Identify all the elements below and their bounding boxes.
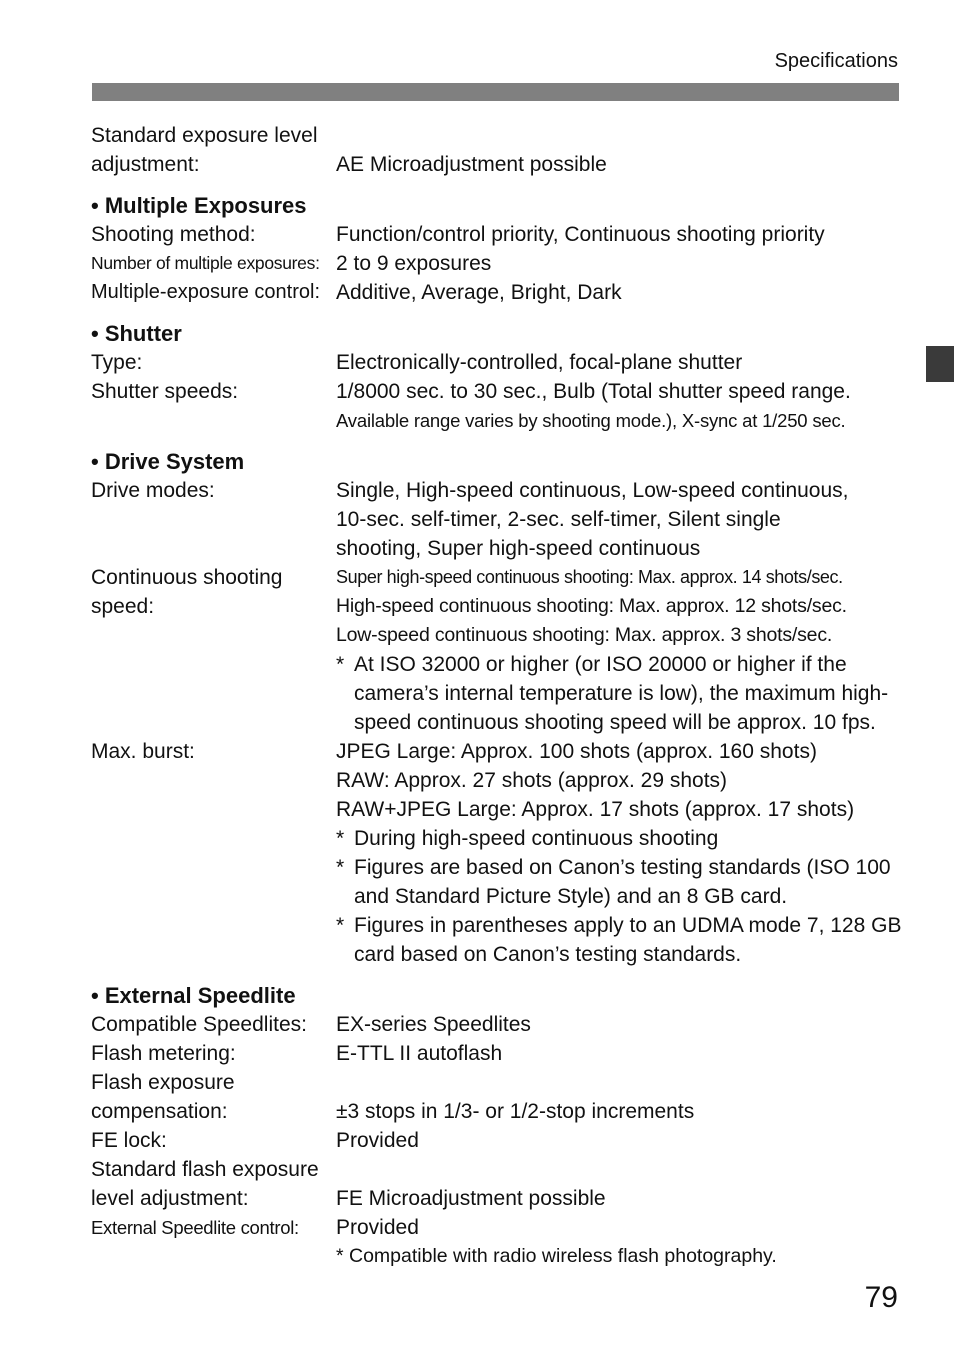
page-number: 79 (864, 1281, 898, 1314)
spec-content (91, 121, 906, 1283)
spec-label: Type: (91, 351, 143, 374)
spec-value-line: RAW+JPEG Large: Approx. 17 shots (approx. 17 shots) (336, 798, 855, 821)
spec-label: Compatible Speedlites: (91, 1013, 307, 1036)
section-title: • Shutter (91, 321, 182, 346)
spec-value-line: Single, High-speed continuous, Low-speed continuous, (336, 479, 849, 502)
header-bar (92, 83, 899, 101)
spec-row (91, 737, 906, 969)
spec-value (336, 377, 906, 435)
spec-value-line: Provided (336, 1216, 419, 1239)
spec-label: Number of multiple exposures: (91, 253, 320, 273)
section-shutter (91, 319, 906, 435)
spec-row (91, 1213, 906, 1271)
spec-label: Multiple-exposure control: (91, 281, 320, 303)
spec-row (91, 563, 906, 737)
spec-value: Function/control priority, Continuous shooting priority (336, 223, 825, 246)
spec-value-line: RAW: Approx. 27 shots (approx. 29 shots) (336, 769, 728, 792)
asterisk: * (336, 827, 345, 850)
footnote (336, 853, 906, 911)
spec-value-line: Low-speed continuous shooting: Max. approx. 3 shots/sec. (336, 624, 833, 646)
spec-label: Flash metering: (91, 1042, 236, 1065)
spec-row (91, 377, 906, 435)
spec-value-line: 10-sec. self-timer, 2-sec. self-timer, Silent single (336, 508, 781, 531)
spec-label: Drive modes: (91, 479, 215, 502)
spec-value (336, 737, 906, 969)
spec-value (336, 476, 906, 563)
section-drive-system (91, 447, 906, 969)
section-external-speedlite (91, 981, 906, 1271)
spec-row (91, 1039, 906, 1068)
spec-value: EX-series Speedlites (336, 1013, 531, 1036)
spec-label: External Speedlite control: (91, 1217, 299, 1238)
spec-value-line: JPEG Large: Approx. 100 shots (approx. 160 shots) (336, 740, 817, 763)
spec-value: Electronically-controlled, focal-plane shutter (336, 351, 743, 374)
spec-row (91, 348, 906, 377)
footnote-text: At ISO 32000 or higher (or ISO 20000 or higher if the camera’s internal temperature is low), the maximum high-speed continuous shooting speed will be approx. 10 fps. (354, 653, 889, 734)
footnote-text: Figures in parentheses apply to an UDMA mode 7, 128 GB card based on Canon’s testing standards. (354, 914, 902, 966)
section-title: • Drive System (91, 449, 245, 474)
footnote (336, 650, 906, 737)
spec-value: E-TTL II autoflash (336, 1042, 503, 1065)
chapter-tab (926, 346, 954, 382)
spec-label: Shooting method: (91, 223, 256, 246)
spec-row (91, 1068, 906, 1126)
spec-value: AE Microadjustment possible (336, 153, 607, 176)
spec-value-line: Super high-speed continuous shooting: Max. approx. 14 shots/sec. (336, 567, 843, 587)
spec-value: ±3 stops in 1/3- or 1/2-stop increments (336, 1100, 695, 1123)
section-title: • Multiple Exposures (91, 193, 307, 218)
spec-row (91, 1010, 906, 1039)
spec-row (91, 249, 906, 278)
footnote (336, 911, 906, 969)
spec-row (91, 476, 906, 563)
spec-value: 2 to 9 exposures (336, 252, 492, 275)
spec-value-line: High-speed continuous shooting: Max. approx. 12 shots/sec. (336, 595, 847, 617)
spec-label: Flash exposure compensation: (91, 1071, 235, 1123)
spec-row (91, 1126, 906, 1155)
spec-label: Max. burst: (91, 740, 195, 763)
spec-value (336, 1213, 906, 1271)
spec-row (91, 220, 906, 249)
footnote-text: Figures are based on Canon’s testing standards (ISO 100 and Standard Picture Style) and an 8 GB card. (354, 856, 891, 908)
spec-row (91, 121, 906, 179)
spec-row (91, 1155, 906, 1213)
footnote-text: During high-speed continuous shooting (354, 827, 719, 850)
spec-value: Additive, Average, Bright, Dark (336, 281, 622, 304)
section-multiple-exposures (91, 191, 906, 307)
spec-value (336, 563, 906, 737)
spec-row (91, 278, 906, 307)
section-title: • External Speedlite (91, 983, 296, 1008)
spec-value: Provided (336, 1129, 419, 1152)
spec-value-line: shooting, Super high-speed continuous (336, 537, 701, 560)
spec-value-line: Available range varies by shooting mode.), X-sync at 1/250 sec. (336, 410, 846, 431)
footnote-text: * Compatible with radio wireless flash photography. (336, 1245, 777, 1267)
spec-label: Shutter speeds: (91, 380, 239, 403)
running-header: Specifications (774, 50, 898, 72)
footnote (336, 824, 906, 853)
spec-value: FE Microadjustment possible (336, 1187, 606, 1210)
asterisk: * (336, 914, 345, 937)
spec-label: Continuous shooting speed: (91, 566, 283, 618)
spec-value-line: 1/8000 sec. to 30 sec., Bulb (Total shutter speed range. (336, 380, 851, 403)
section-exposure-level (91, 121, 906, 179)
asterisk: * (336, 856, 345, 879)
spec-label: Standard flash exposure level adjustment: (91, 1158, 319, 1210)
spec-label: Standard exposure level adjustment: (91, 124, 318, 176)
spec-label: FE lock: (91, 1129, 167, 1152)
asterisk: * (336, 653, 345, 676)
